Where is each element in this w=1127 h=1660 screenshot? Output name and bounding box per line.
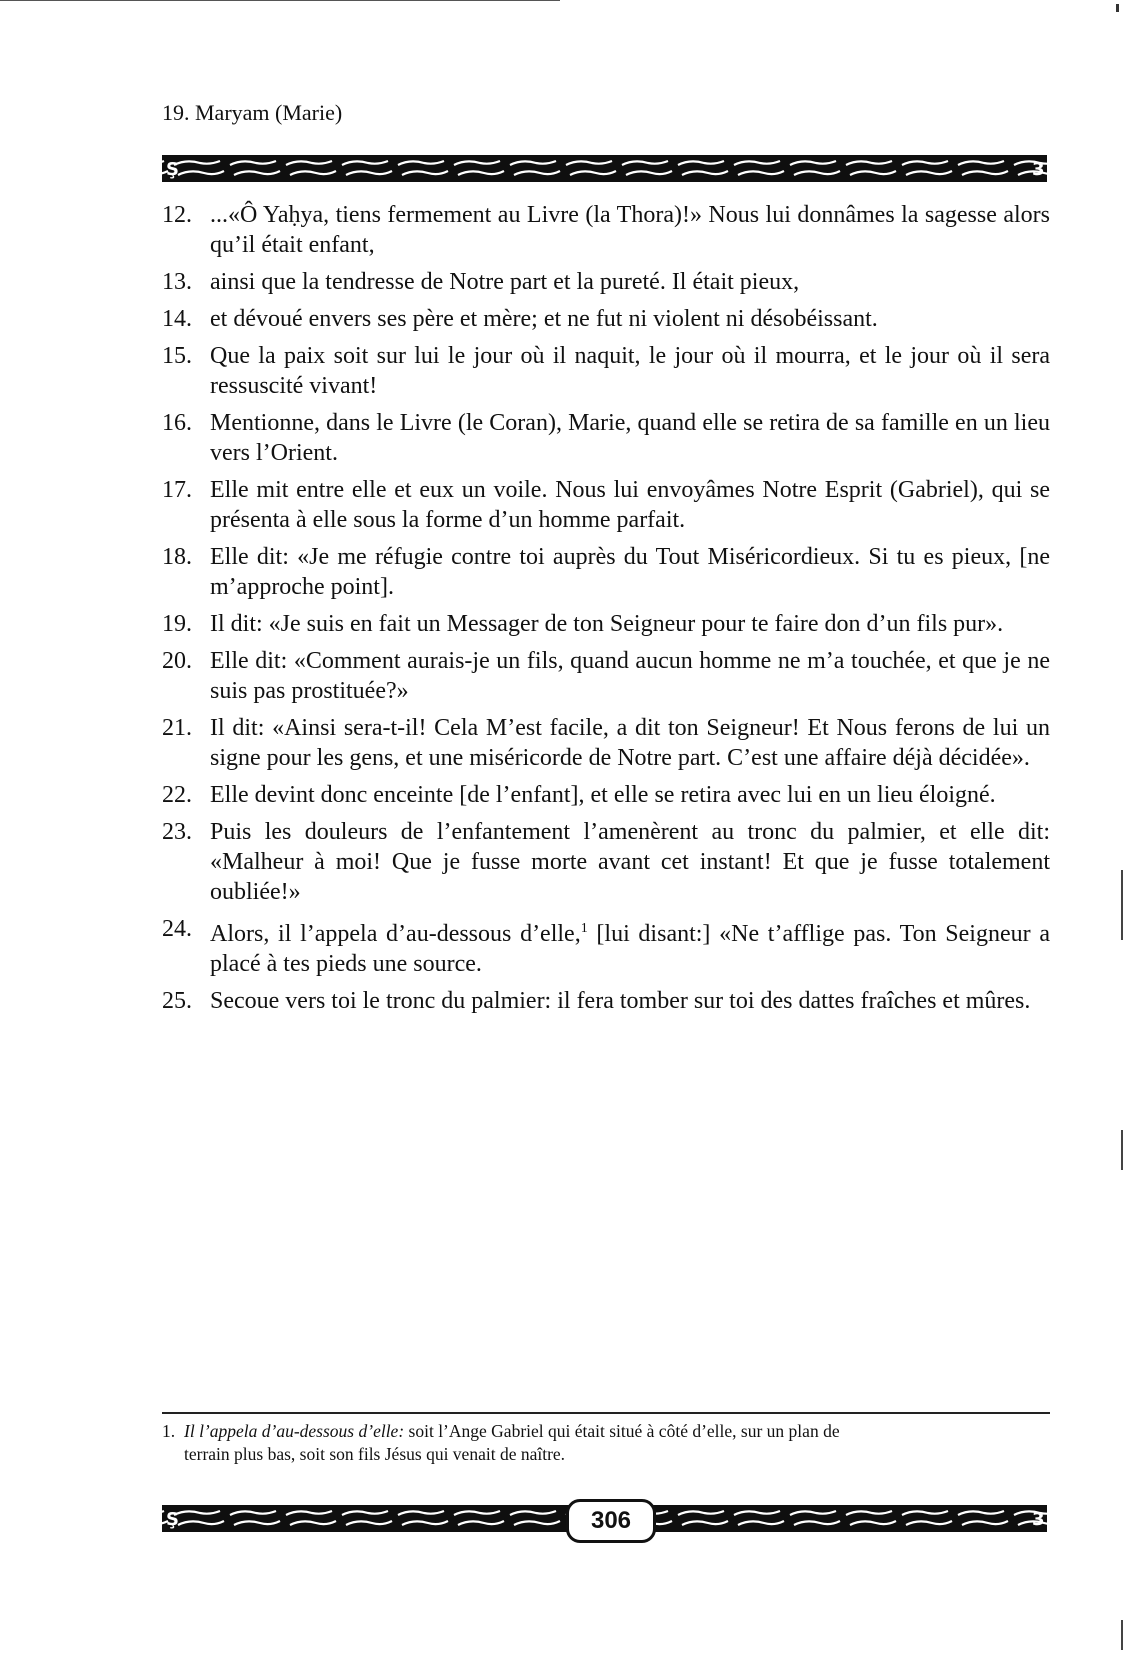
verse-item: [162, 341, 1050, 401]
verse-list: [162, 200, 1050, 1023]
scan-edge-mark: [1121, 1620, 1123, 1650]
verse-text: ainsi que la tendresse de Notre part et la pureté. Il était pieux,: [210, 269, 800, 295]
verse-text: ...«Ô Yaḥya, tiens fermement au Livre (la Thora)!» Nous lui donnâmes la sagesse alors qu’il était enfant,: [210, 202, 1050, 258]
svg-text:Ş: Ş: [166, 159, 179, 180]
verse-text: et dévoué envers ses père et mère; et ne fut ni violent ni désobéissant.: [210, 306, 878, 332]
ornamental-band-top: [162, 155, 1047, 182]
footnote: [162, 1420, 1050, 1466]
footnote-term: Il l’appela d’au-dessous d’elle:: [184, 1421, 405, 1441]
verse-item: [162, 914, 1050, 979]
top-edge-rule: [0, 0, 560, 1]
verse-text: Elle devint donc enceinte [de l’enfant], et elle se retira avec lui en un lieu éloigné.: [210, 782, 996, 808]
chapter-title: 19. Maryam (Marie): [162, 100, 343, 125]
verse-item: [162, 267, 1050, 297]
verse-number: 22.: [162, 782, 192, 808]
verse-item: [162, 780, 1050, 810]
footnote-text: soit l’Ange Gabriel qui était situé à côté d’elle, sur un plan de: [404, 1421, 840, 1441]
footnote-continuation: terrain plus bas, soit son fils Jésus qui venait de naître.: [184, 1444, 566, 1464]
svg-text:3: 3: [1032, 159, 1045, 180]
verse-number: 24.: [162, 916, 192, 942]
verse-number: 18.: [162, 544, 192, 570]
verse-text: Que la paix soit sur lui le jour où il naquit, le jour où il mourra, et le jour où il sera ressuscité vivant!: [210, 343, 1050, 399]
verse-number: 16.: [162, 410, 192, 436]
verse-text: Puis les douleurs de l’enfantement l’amenèrent au tronc du palmier, et elle dit: «Malheur à moi! Que je fusse morte avant cet instant! Et que je fusse totalement oubliée!»: [210, 819, 1050, 905]
svg-text:Ş: Ş: [166, 1509, 179, 1530]
page-number: 306: [566, 1499, 656, 1543]
verse-item: [162, 542, 1050, 602]
verse-item: [162, 817, 1050, 907]
verse-number: 19.: [162, 611, 192, 637]
verse-text: Elle dit: «Comment aurais-je un fils, quand aucun homme ne m’a touchée, et que je ne suis pas prostituée?»: [210, 648, 1050, 704]
scan-edge-mark: [1121, 870, 1123, 940]
scan-mark: [1116, 4, 1119, 12]
verse-number: 25.: [162, 988, 192, 1014]
verse-number: 20.: [162, 648, 192, 674]
verse-text: Il dit: «Ainsi sera-t-il! Cela M’est facile, a dit ton Seigneur! Et Nous ferons de lui un signe pour les gens, et une miséricorde de Notre part. C’est une affaire déjà décidée».: [210, 715, 1050, 771]
footnote-ref[interactable]: 1: [580, 921, 588, 936]
footnote-divider: [162, 1412, 1050, 1414]
verse-item: [162, 408, 1050, 468]
verse-number: 23.: [162, 819, 192, 845]
verse-item: [162, 646, 1050, 706]
verse-number: 17.: [162, 477, 192, 503]
verse-number: 12.: [162, 202, 192, 228]
verse-item: [162, 304, 1050, 334]
verse-text: Mentionne, dans le Livre (le Coran), Marie, quand elle se retira de sa famille en un lieu vers l’Orient.: [210, 410, 1050, 466]
verse-item: [162, 475, 1050, 535]
verse-item: [162, 713, 1050, 773]
verse-text: Elle mit entre elle et eux un voile. Nous lui envoyâmes Notre Esprit (Gabriel), qui se présenta à elle sous la forme d’un homme parfait.: [210, 477, 1050, 533]
verse-number: 14.: [162, 306, 192, 332]
svg-text:3: 3: [1032, 1509, 1045, 1530]
verse-number: 15.: [162, 343, 192, 369]
verse-text: [lui disant:] «Ne t’afflige pas. Ton Seigneur a placé à tes pieds une source.: [210, 921, 1050, 977]
verse-number: 13.: [162, 269, 192, 295]
verse-item: [162, 609, 1050, 639]
verse-text: Alors, il l’appela d’au-dessous d’elle,: [210, 921, 581, 947]
verse-text: Elle dit: «Je me réfugie contre toi auprès du Tout Miséricordieux. Si tu es pieux, [ne m’approche point].: [210, 544, 1050, 600]
verse-number: 21.: [162, 715, 192, 741]
verse-text: Il dit: «Je suis en fait un Messager de ton Seigneur pour te faire don d’un fils pur».: [210, 611, 1004, 637]
verse-text: Secoue vers toi le tronc du palmier: il fera tomber sur toi des dattes fraîches et mûres.: [210, 988, 1031, 1014]
verse-item: [162, 200, 1050, 260]
verse-item: [162, 986, 1050, 1016]
footnote-number: 1.: [162, 1421, 176, 1441]
scan-edge-mark: [1121, 1130, 1123, 1170]
chain-ornament: [162, 155, 1047, 182]
